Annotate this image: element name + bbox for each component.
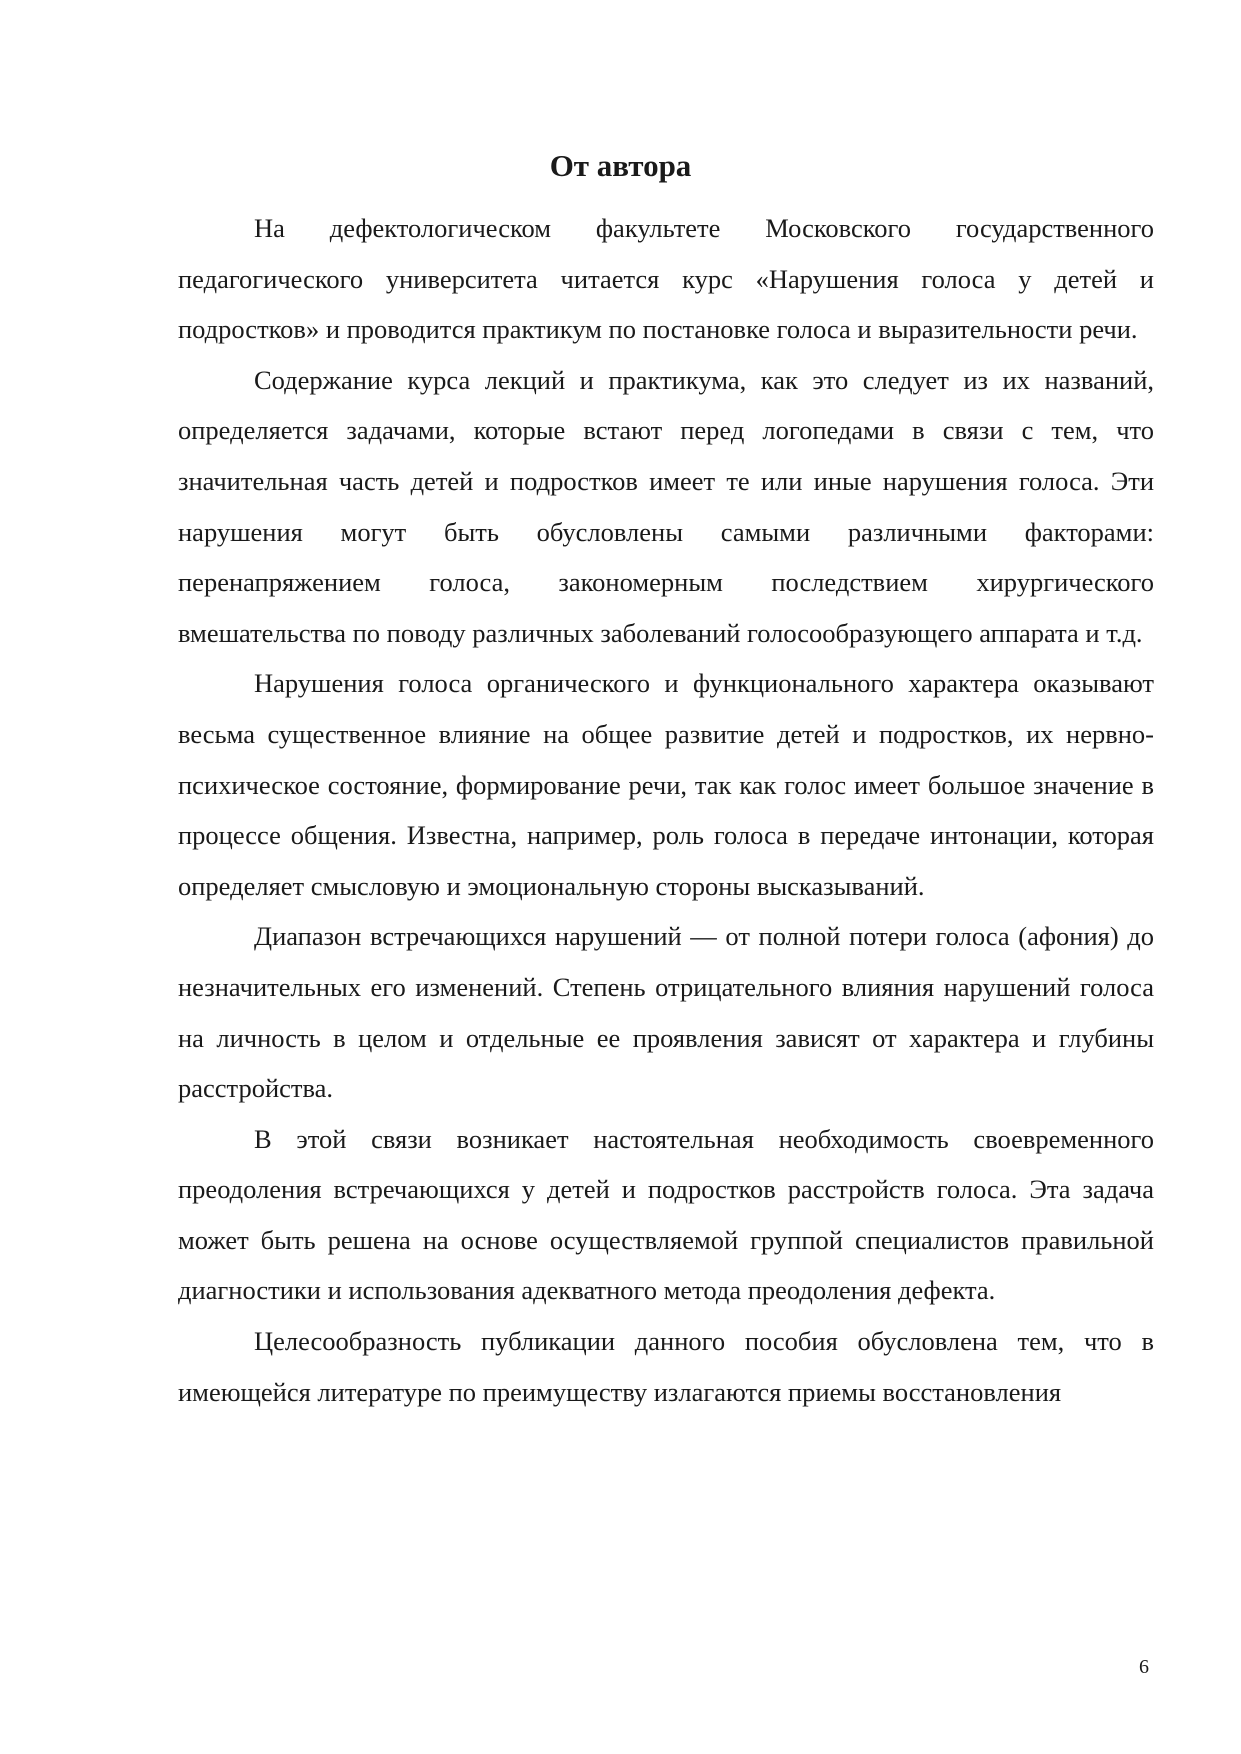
body-text [178, 203, 1154, 1417]
paragraph-5: В этой связи возникает настоятельная необходимость своевременного преодоления встречающихся у детей и подростков расстройств голоса. Эта задача может быть решена на основе осуществляемой группой специалистов правильной диагностики и использования адекватного метода преодоления дефекта. [178, 1123, 1154, 1306]
page-title: От автора [549, 148, 692, 183]
paragraph-4: Диапазон встречающихся нарушений — от полной потери голоса (афония) до незначительных его изменений. Степень отрицательного влияния нарушений голоса на личность в целом и отдельные ее проявления зависят от характера и глубины расстройства. [178, 921, 1154, 1104]
paragraph-6: Целесообразность публикации данного пособия обусловлена тем, что в имеющейся литературе по преимуществу излагаются приемы восстановления [178, 1326, 1154, 1407]
paragraph-1: На дефектологическом факультете Московского государственного педагогического университета читается курс «Нарушения голоса у детей и подростков» и проводится практикум по постановке голоса и выразительности речи. [178, 213, 1154, 345]
paragraph-2: Содержание курса лекций и практикума, как это следует из их названий, определяется задачами, которые встают перед логопедами в связи с тем, что значительная часть детей и подростков имеет те или иные нарушения голоса. Эти нарушения могут быть обусловлены самыми различными факторами: перенапряжением голоса, закономерным последствием хирургического вмешательства по поводу различных заболеваний голосообразующего аппарата и т.д. [178, 364, 1154, 648]
page-number: 6 [1139, 1656, 1149, 1678]
paragraph-3: Нарушения голоса органического и функционального характера оказывают весьма существенное влияние на общее развитие детей и подростков, их нервно-психическое состояние, формирование речи, так как голос имеет большое значение в процессе общения. Известна, например, роль голоса в передаче интонации, которая определяет смысловую и эмоциональную стороны высказываний. [178, 668, 1154, 901]
